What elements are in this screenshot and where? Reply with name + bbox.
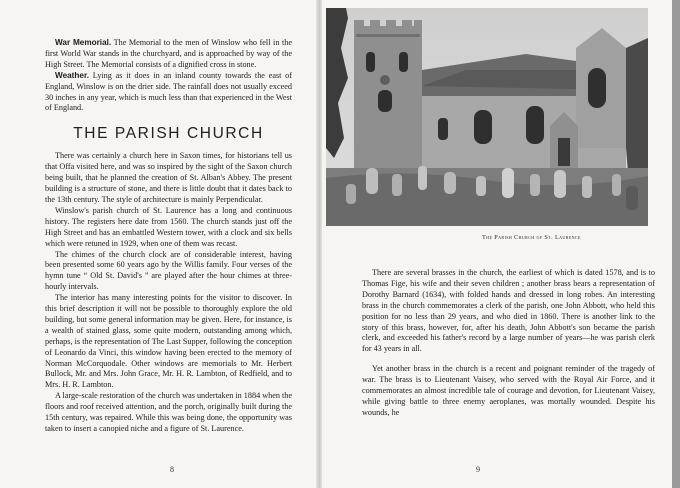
weather-body: Lying as it does in an inland county towards the east of England, Winslow is on the drier side. The rainfall does not usually exceed 30 inches in any year, which is much less than that experienced in the West of England.: [45, 70, 293, 113]
weather-paragraph: [45, 71, 292, 115]
right-page: [322, 0, 680, 488]
body-paragraph: The interior has many interesting points for the visitor to discover. In this brief description it will not be possible to thoroughly explore the old building, but some general information may be given. Here, for instance, is a wealth of stained glass, some quite modern, outstanding among which, perhaps, is the representation of The Last Supper, following the conception of Leonardo da Vinci, this window having been erected to the memory of Norman McCorquodale. Other windows are memorials to Mr. Herbert Bullock, Mr. and Mrs. John Grace, Mr. H. R. Lambton, of Redfield, and to Mrs. H. R. Lambton.: [45, 293, 292, 390]
body-paragraph: Yet another brass in the church is a recent and poignant reminder of the tragedy of war. The brass is to Lieutenant Vaisey, who served with the Royal Air Force, and it commemorates an almost incredible tale of courage and devotion, for Lieutenant Vaisey, while giving battle to three enemy aeroplanes, was mortally wounded. Despite his wounds, he: [362, 364, 655, 417]
body-paragraph: Winslow's parish church of St. Laurence has a long and continuous history. The registers here date from 1560. The church stands just off the High Street and has an embattled Western tower, with a clock and six bells which were retuned in 1929, when one of them was recast.: [45, 205, 292, 248]
right-body-text: [362, 268, 655, 419]
war-memorial-lead: War Memorial.: [55, 38, 112, 47]
body-paragraph: There are several brasses in the church, the earliest of which is dated 1578, and is to Thomas Fige, his wife and their seven children ; another brass bears a representation of Dorothy Barnard (1634), with folded hands and dressed in long robes. An interesting brass in the church commemorates a clerk of the parish, one John Abbott, who held this position for no less than 29 years, and who died in 1860. There is another link to the story of this brass, however, for, after his death, John Abbott's son became the parish clerk, and exceeded his father's record by a large number of years—he was parish clerk for 43 years in all.: [362, 268, 655, 354]
photo-caption: The Parish Church of St. Laurence: [482, 234, 581, 241]
body-paragraph: The chimes of the church clock are of considerable interest, having been presented some 60 years ago by the Willis family. Four verses of the hymn tune “ Old St. David's ” are played after the hour chimes at three-hourly intervals.: [45, 249, 292, 292]
section-heading: THE PARISH CHURCH: [73, 125, 264, 143]
body-paragraph: A large-scale restoration of the church was undertaken in 1884 when the floors and roof received attention, and the porch, originally built during the 15th century, was repaired. While this was being done, the opportunity was taken to insert a canopied niche and a figure of St. Laurence.: [45, 391, 292, 433]
war-memorial-paragraph: [45, 38, 292, 71]
weather-lead: Weather.: [55, 70, 89, 80]
left-page: [0, 0, 318, 488]
page-number-right: 9: [476, 465, 480, 474]
page-number-left: 8: [170, 465, 174, 474]
body-paragraph: There was certainly a church here in Saxon times, for historians tell us that Offa visited here, and was so inspired by the sight of the Saxon church being built, that he planned the creation of St. Alban's Abbey. The present building is a structure of stone, and there is little doubt that it dates back to the 13th century. The style of architecture is mainly Perpendicular.: [45, 151, 292, 204]
church-illustration: [326, 8, 648, 226]
church-photograph: [326, 8, 648, 226]
war-memorial-body: The Memorial to the men of Winslow who fell in the first World War stands in the churchyard, and is approached by way of the High Street. The Memorial consists of a dignified cross in stone.: [45, 38, 292, 69]
scan-edge: [672, 0, 680, 488]
